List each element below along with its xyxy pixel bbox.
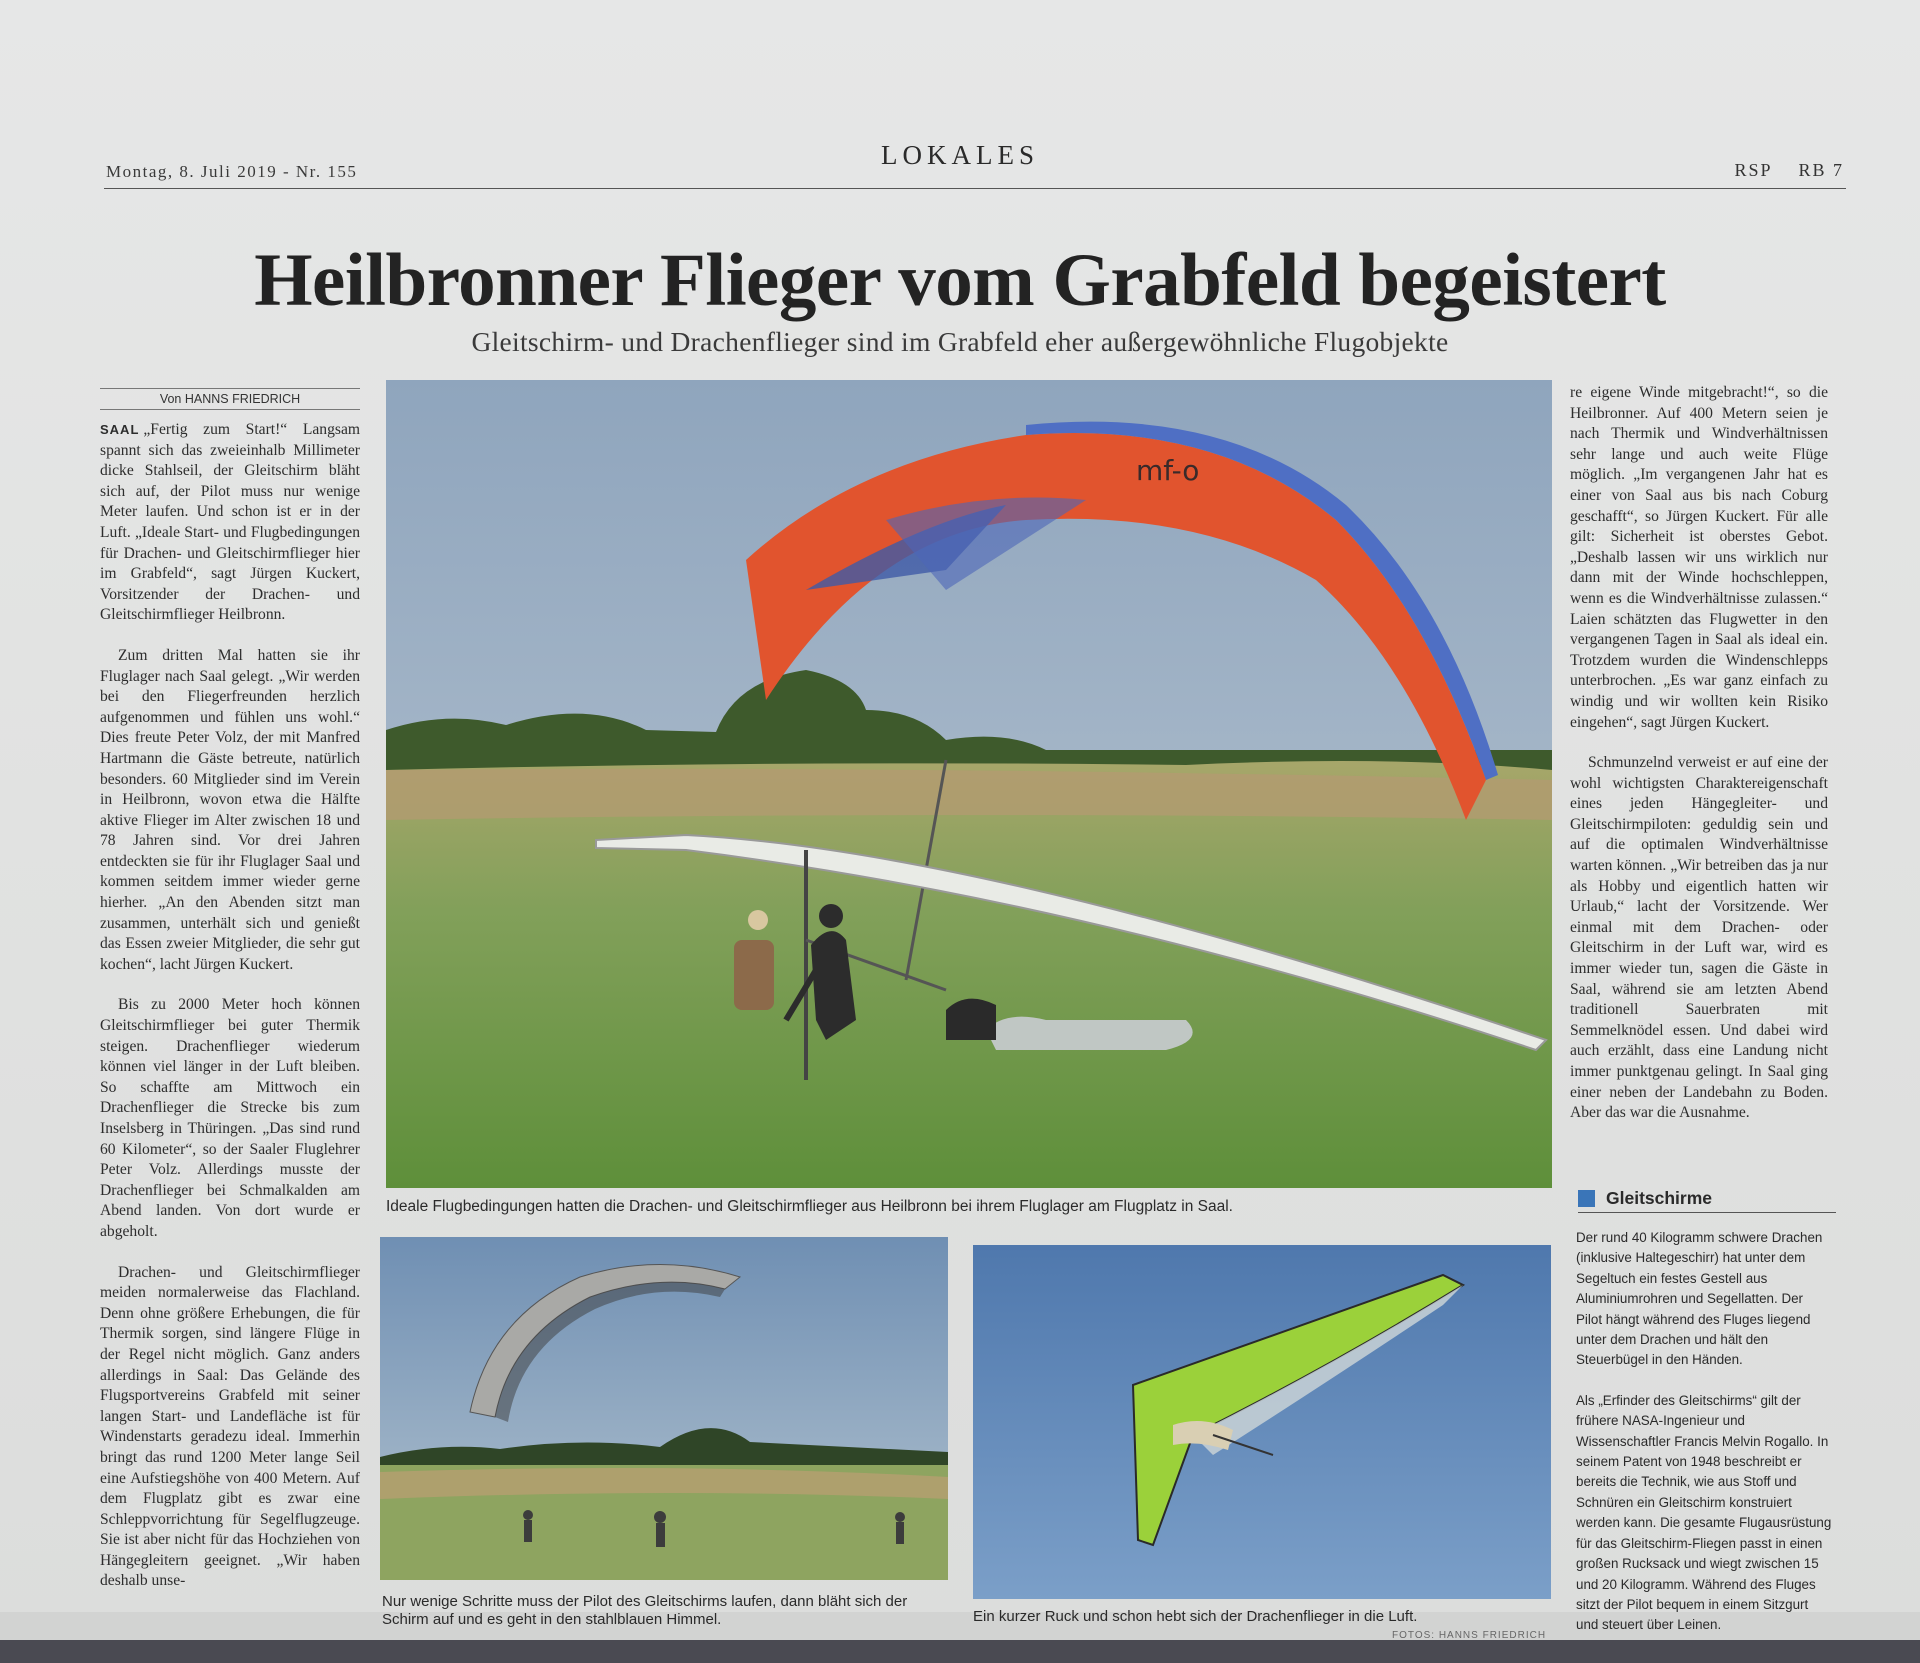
infobox-paragraph: Der rund 40 Kilogramm schwere Drachen (inklusive Haltegeschirr) hat unter dem Segeltuch ein festes Gestell aus Aluminiumrohren und Segellatten. Der Pilot hängt während des Fluges liegend unter dem Drachen und hält den Steuerbügel in den Händen. (1576, 1230, 1823, 1368)
edition-codes (1708, 160, 1844, 181)
infobox-header (1578, 1188, 1836, 1213)
header-rule (104, 188, 1846, 189)
paragraph-text: „Fertig zum Start!“ Langsam spannt sich das zweieinhalb Millimeter dicke Stahlseil, der Gleitschirm bläht sich auf, der Pilot muss nur wenige Meter laufen. Und schon ist er in der Luft. „Ideale Start- und Flugbedingungen für Drachen- und Gleitschirmflieger hier im Grabfeld“, sagt Jürgen Kuckert, Vorsitzender der Drachen- und Gleitschirmflieger Heilbronn. (100, 421, 360, 624)
byline-author: HANNS FRIEDRICH (184, 392, 301, 406)
infobox-paragraph: Als „Erfinder des Gleitschirms“ gilt der frühere NASA-Ingenieur und Wissenschaftler Francis Melvin Rogallo. In seinem Patent von 1948 beschreibt er bereits die Technik, wie aus Stoff und Schnüren ein Gleitschirm konstruiert werden kann. Die gesamte Flugausrüstung für das Gleitschirm-Fliegen passt in einen großen Rucksack und wiegt zwischen 15 und 20 Kilogramm. Während des Fluges sitzt der Pilot bequem in einem Sitzgurt und steuert über Leinen. (1576, 1392, 1832, 1633)
article-column-right (1570, 383, 1828, 1144)
section-title: LOKALES (881, 140, 1039, 170)
edition-code: RSP (1734, 160, 1773, 180)
article-paragraph: Drachen- und Gleitschirmflieger meiden normalerweise das Flachland. Denn ohne größere Erhebungen, die für Thermik sorgen, sind längere Flüge in der Regel nicht möglich. Ganz anders allerdings in Saal: Das Gelände des Flugsportvereins Grabfeld mit seiner langen Start- und Landefläche ist für Windenstarts geradezu ideal. Immerhin bringt das rund 1200 Meter lange Seil eine Aufstiegshöhe von 400 Metern. Auf dem Flugplatz gibt es zwar eine Schleppvorrichtung für Segelflugzeuge. Sie ist aber nicht für das Hochziehen von Hängegleitern geeignet. „Wir haben deshalb unse- (100, 1263, 360, 1590)
infobox-body (1576, 1228, 1832, 1656)
issue-date: Montag, 8. Juli 2019 - Nr. 155 (106, 162, 358, 181)
small-right-caption: Ein kurzer Ruck und schon hebt sich der Drachenflieger in die Luft. (973, 1608, 1418, 1625)
article-paragraph: re eigene Winde mitgebracht!“, so die Heilbronner. Auf 400 Metern seien je nach Thermik und Windverhältnissen sehr lange und auch weite Flüge möglich. „Im vergangenen Jahr hat es einer von Saal aus bis nach Coburg geschafft“, so Jürgen Kuckert. Für alle gilt: Sicherheit ist oberstes Gebot. „Deshalb lassen wir uns wirklich nur dann mit der Winde hochschleppen, wenn es die Windverhältnisse zulassen.“ Laien schätzten das Flugwetter in den vergangenen Tagen in Saal als ideal ein. Trotzdem wurden die Windenschlepps unterbrochen. „Es war ganz einfach zu windig und wir wollten kein Risiko eingehen“, sagt Jürgen Kuckert. (1570, 384, 1828, 731)
article-column-left (100, 420, 360, 1612)
dateline: SAAL (100, 422, 140, 437)
byline (100, 388, 360, 410)
article-paragraph: Zum dritten Mal hatten sie ihr Fluglager nach Saal gelegt. „Wir werden bei den Fliegerfreunden herzlich aufgenommen und fühlen uns wohl.“ Dies freute Peter Volz, der mit Manfred Hartmann die Gäste betreute, natürlich besonders. 60 Mitglieder sind im Verein in Heilbronn, wovon etwa die Hälfte aktive Flieger im Alter zwischen 18 und 78 Jahren sind. Vor drei Jahren entdeckten sie für ihr Fluglager Saal und kommen seitdem immer wieder gerne hierher. „An den Abenden sitzt man zusammen, unterhält sich und genießt das Essen zweier Mitglieder, die sehr gut kochen“, lacht Jürgen Kuckert. (100, 646, 360, 973)
main-photo-caption: Ideale Flugbedingungen hatten die Drachen- und Gleitschirmflieger aus Heilbronn bei ihrem Fluglager am Flugplatz in Saal. (386, 1198, 1233, 1215)
article-paragraph (100, 420, 360, 626)
small-photo-paraglider-launch (380, 1237, 948, 1580)
article-paragraph: Schmunzelnd verweist er auf eine der wohl wichtigsten Charaktereigenschaft eines jeden Hängegleiter- und Gleitschirmpiloten: geduldig sein und auf die optimalen Windverhältnisse warten können. „Wir betreiben das ja nur als Hobby und eigentlich hatten wir Urlaub,“ lacht der Vorsitzende. Wer einmal mit dem Drachen- oder Gleitschirm in der Luft war, wird es immer wieder tun, sagen die Gäste in Saal, während sie am letzten Abend traditionell Sauerbraten mit Semmelknödel essen. Und dabei wird auch erzählt, dass eine Landung nicht immer punktgenau gelingt. In Saal ging einer neben der Landebahn zu Boden. Aber das war die Ausnahme. (1570, 754, 1828, 1122)
small-photo-hang-glider-flight (973, 1245, 1551, 1599)
canopy-lettering: mf-o (1136, 454, 1200, 487)
photo-credit: FOTOS: HANNS FRIEDRICH (1392, 1630, 1547, 1641)
infobox-square-icon (1578, 1190, 1595, 1207)
page-code: RB 7 (1798, 160, 1844, 180)
article-subheadline: Gleitschirm- und Drachenflieger sind im Grabfeld eher außergewöhnliche Flugobjekte (471, 326, 1449, 357)
infobox-title: Gleitschirme (1606, 1188, 1713, 1208)
small-left-caption: Nur wenige Schritte muss der Pilot des Gleitschirms laufen, dann bläht sich der Schirm auf und es geht in den stahlblauen Himmel. (382, 1593, 908, 1628)
article-headline: Heilbronner Flieger vom Grabfeld begeistert (254, 239, 1666, 322)
byline-prefix: Von (159, 392, 182, 406)
main-photo-hang-glider-paraglider (386, 380, 1552, 1188)
article-paragraph: Bis zu 2000 Meter hoch können Gleitschirmflieger bei guter Thermik steigen. Drachenflieger wiederum können viel länger in der Luft bleiben. So schaffte am Mittwoch ein Drachenflieger die Strecke bis zum Inselsberg in Thüringen. „Das sind rund 60 Kilometer“, so der Saaler Fluglehrer Peter Volz. Allerdings musste der Drachenflieger bei Schmalkalden am Abend landen. Von dort wurde er abgeholt. (100, 996, 360, 1240)
